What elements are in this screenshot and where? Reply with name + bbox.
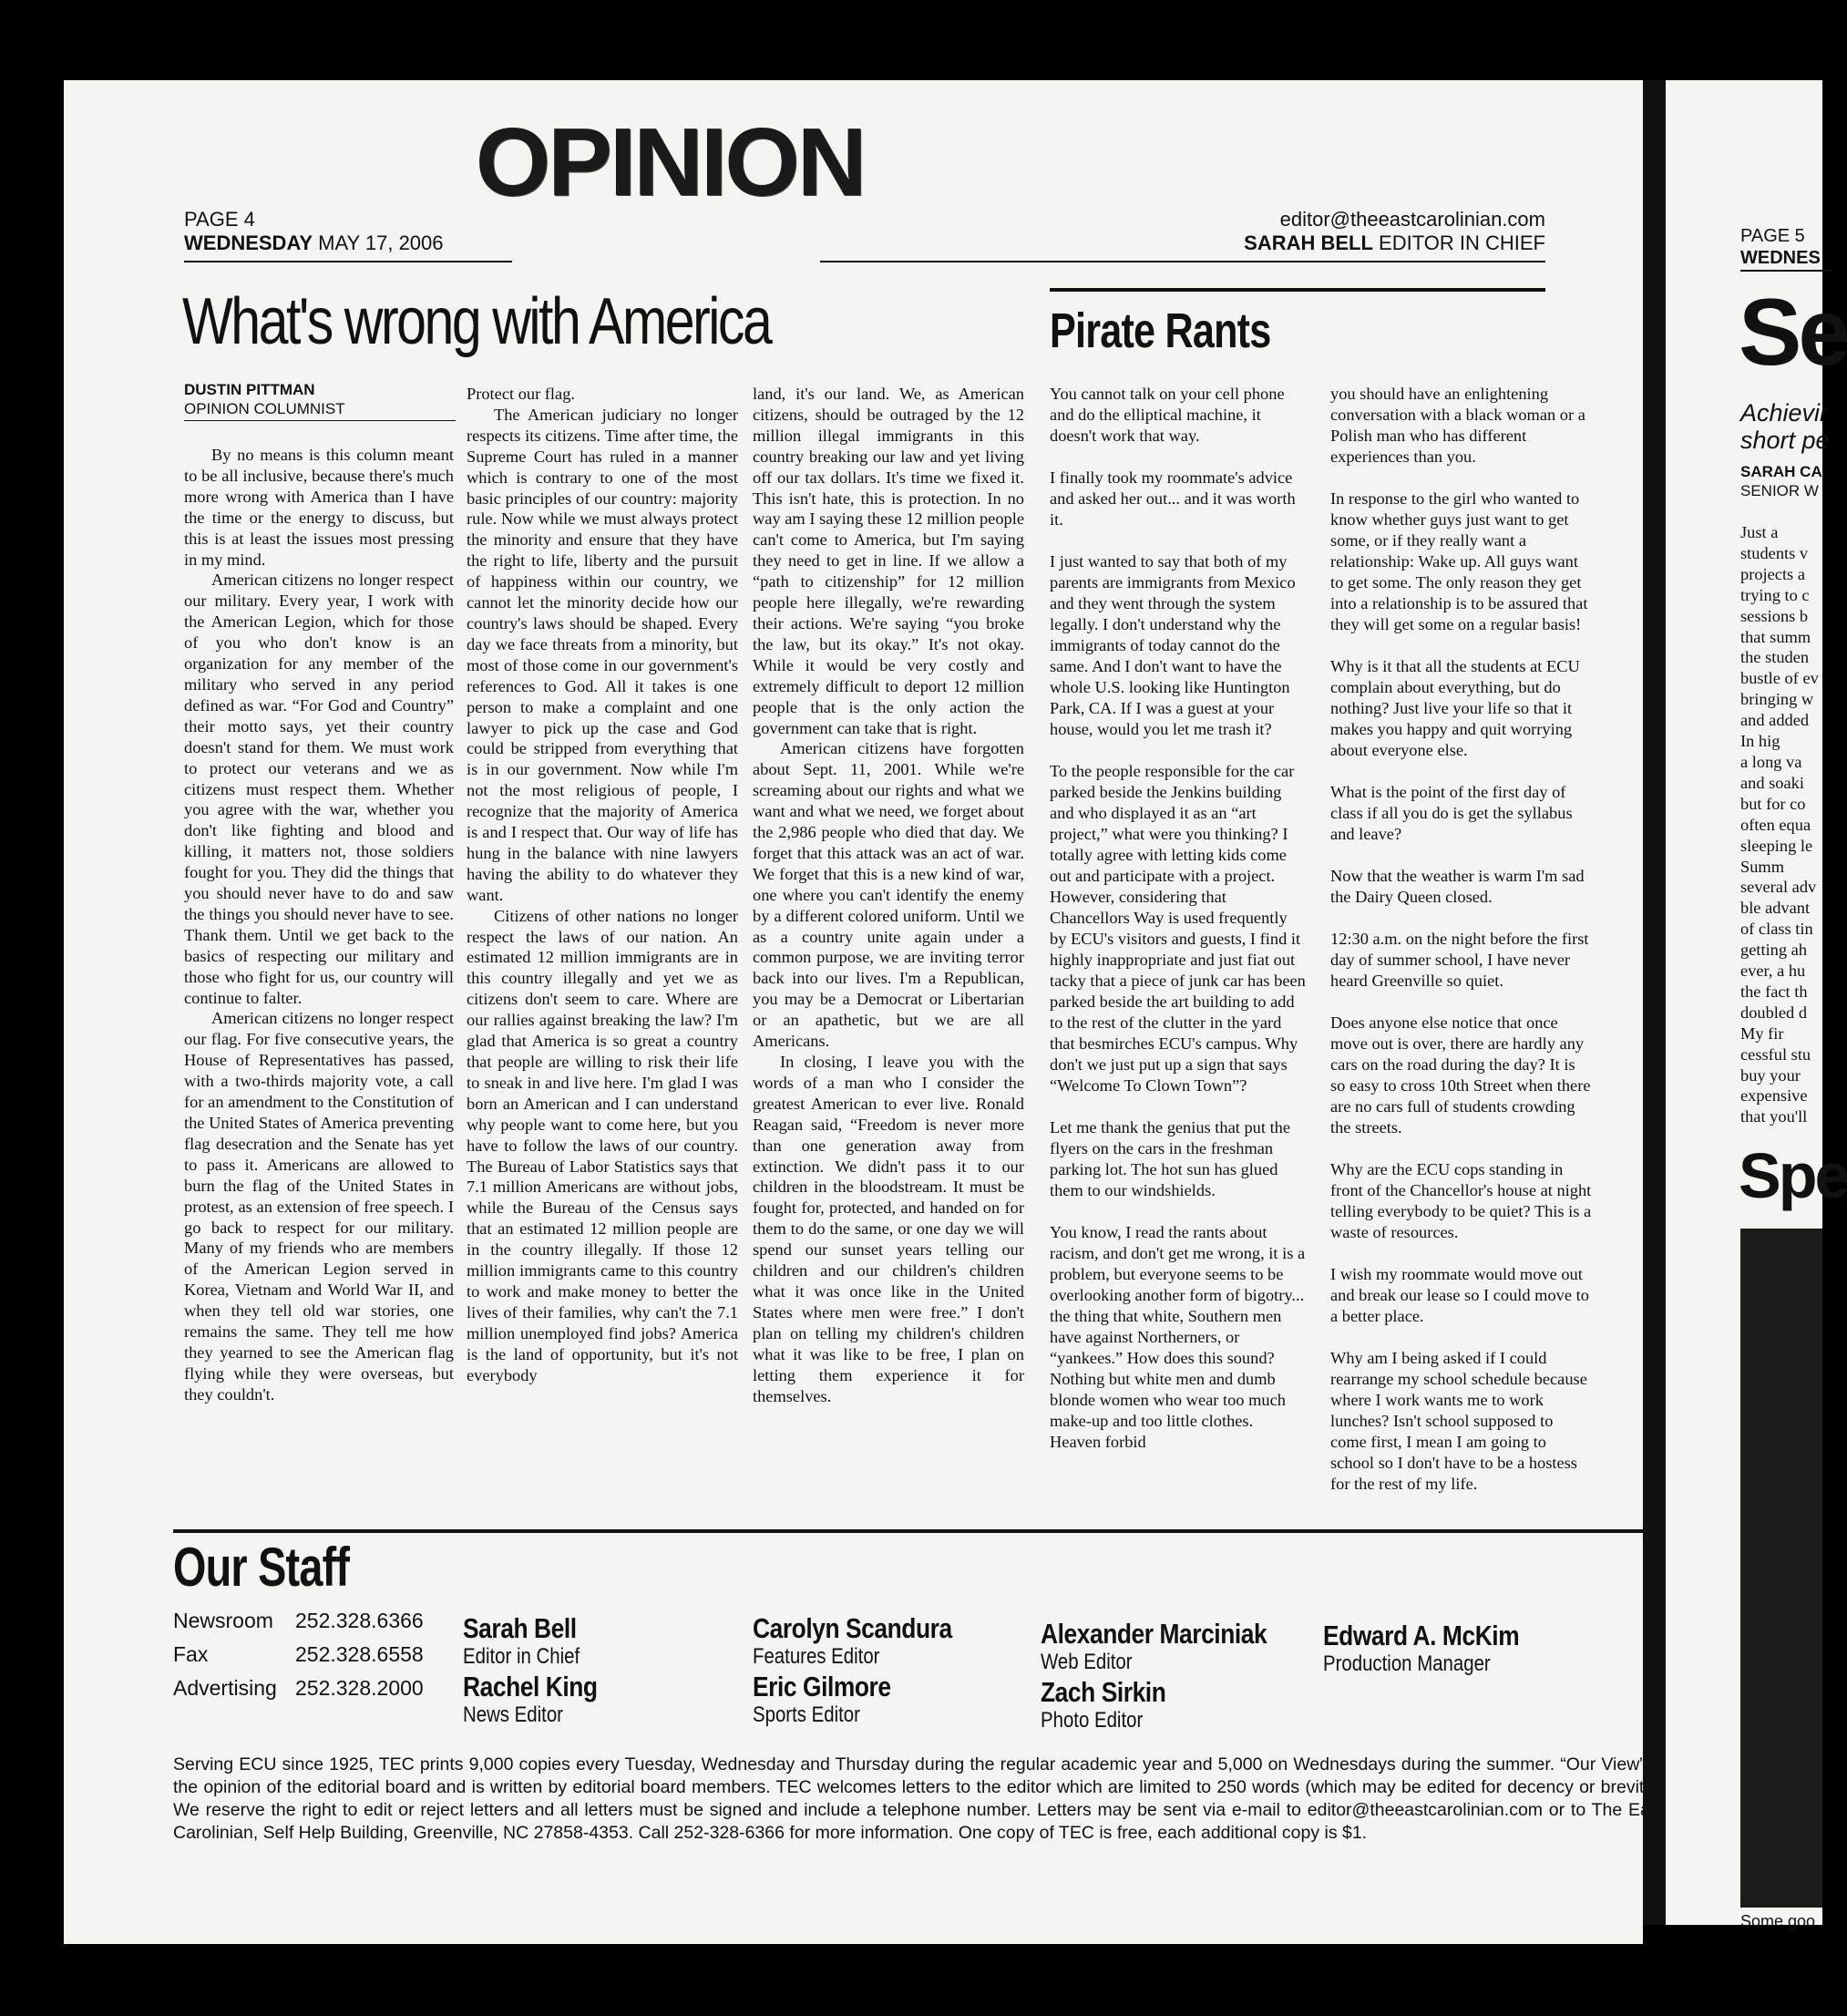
next-page-headline: Se: [1739, 280, 1847, 386]
text-line: students v: [1740, 543, 1809, 562]
text-line: Summ: [1740, 857, 1785, 876]
text-line: several adv: [1740, 878, 1817, 897]
text-line: the studen: [1740, 648, 1810, 667]
deck-line: short pe: [1740, 427, 1830, 454]
next-page-author: SARAH CA: [1740, 463, 1822, 480]
next-page-edge: [1666, 80, 1847, 1930]
paragraph: Let me thank the genius that put the flyers on the cars in the freshman parking lot. The hot sun has glued them to our windshields.: [1050, 1118, 1291, 1199]
staff-name: Zach Sirkin: [1041, 1676, 1166, 1708]
next-page-day: WEDNES: [1740, 248, 1821, 268]
staff-name: Sarah Bell: [463, 1612, 577, 1644]
next-page-number: PAGE 5: [1740, 226, 1805, 246]
staff-member: [753, 1671, 891, 1727]
paragraph: American citizens no longer respect our flag. For five consecutive years, the House of Representatives has passed, with a two-thirds majority vote, a call for an amendment to the Constitution of the United States of America preventing flag desecration and the Senate has yet to pass it. Americans are allowed to burn the flag of the United States in protest, as an extension of free speech. I go back to respect for our military. Many of my friends who are members of the American Legion served in Korea, Vietnam and World War II, and when they tell old war stories, one remains the same. They tell me how they yearned to see the American flag flying while they were overseas, but they couldn't.: [184, 1009, 454, 1404]
article-author: DUSTIN PITTMAN: [184, 381, 315, 398]
editor-credit: [902, 231, 1545, 254]
contact-row-fax: [173, 1638, 424, 1671]
contact-email: editor@theeastcarolinian.com: [1279, 208, 1545, 231]
text-line: doubled d: [1740, 1003, 1808, 1022]
next-page-author-role: SENIOR W: [1740, 482, 1819, 499]
text-line: sleeping le: [1740, 836, 1813, 855]
byline-rule: [184, 420, 456, 421]
contact-label: Fax: [173, 1642, 209, 1666]
text-line: and added: [1740, 711, 1810, 730]
text-line: projects a: [1740, 564, 1805, 583]
contact-label: Advertising: [173, 1676, 277, 1700]
text-line: that you'll: [1740, 1107, 1808, 1126]
text-line: that summ: [1740, 627, 1811, 646]
text-line: bringing w: [1740, 690, 1814, 709]
text-line: ble advant: [1740, 899, 1811, 918]
staff-member: [753, 1613, 952, 1669]
editor-title: EDITOR IN CHIEF: [1379, 231, 1545, 254]
article-author-role: OPINION COLUMNIST: [184, 400, 345, 417]
staff-title: News Editor: [463, 1702, 563, 1727]
rants-heading: Pirate Rants: [1050, 303, 1271, 358]
masthead-rule-left: [184, 261, 512, 262]
paragraph: Why are the ECU cops standing in front of the Chancellor's house at night telling everybody to be quiet? This is a waste of resources.: [1330, 1160, 1592, 1241]
text-line: My fir: [1740, 1023, 1784, 1043]
staff-title: Features Editor: [753, 1644, 880, 1669]
paragraph: Protect our flag.: [467, 385, 575, 403]
contact-phone: 252.328.6558: [295, 1642, 424, 1666]
staff-name: Rachel King: [463, 1671, 598, 1702]
paragraph: Now that the weather is warm I'm sad the Dairy Queen closed.: [1330, 867, 1585, 906]
next-page-caption: Some goo: [1740, 1912, 1816, 1930]
contact-row-advertising: [173, 1671, 424, 1705]
paragraph: Why is it that all the students at ECU complain about everything, but do nothing? Just live your life so that it makes you happy and quit worrying about everyone else.: [1330, 657, 1580, 759]
paragraph: you should have an enlightening conversation with a black woman or a Polish man who has different experiences than you.: [1330, 385, 1585, 466]
text-line: buy your: [1740, 1065, 1801, 1085]
text-line: getting ah: [1740, 941, 1808, 960]
issue-date-text: MAY 17, 2006: [318, 231, 444, 254]
staff-top-rule: [173, 1529, 1664, 1533]
staff-member: [1041, 1619, 1267, 1674]
text-line: but for co: [1740, 794, 1806, 813]
text-line: bustle of ev: [1740, 669, 1819, 688]
staff-name: Edward A. McKim: [1323, 1620, 1520, 1651]
page-gutter: [1643, 80, 1666, 1925]
paragraph: You cannot talk on your cell phone and do the elliptical machine, it doesn't work that way.: [1050, 385, 1285, 445]
next-page-rule: [1740, 270, 1832, 272]
rants-top-rule: [1050, 288, 1545, 292]
editor-name: SARAH BELL: [1244, 231, 1373, 254]
text-line: of class tin: [1740, 920, 1813, 939]
text-line: a long va: [1740, 752, 1802, 771]
paragraph: American citizens no longer respect our military. Every year, I work with the American Legion, which for those of you who don't know is an organization for any member of the military who served in any period defined as war. “For God and Country” their motto says, yet their country doesn't stand for them. We must work to protect our veterans and we as citizens must respect them. Whether you agree with the war, whether you don't like fighting and blood and killing, it matters not, those soldiers fought for you. They did the things that you should never have to do and saw the things you should never have to see. Thank them. Until we get back to the basics of respecting our military and those who fight for us, our country will continue to falter.: [184, 571, 454, 1007]
section-title: OPINION: [475, 108, 865, 216]
text-line: In hig: [1740, 732, 1780, 751]
staff-footer-notice: Serving ECU since 1925, TEC prints 9,000 copies every Tuesday, Wednesday and Thursday during the regular academic year and 5,000 on Wednesdays during the summer. “Our View” is the opinion of the editorial board and is written by editorial board members. TEC welcomes letters to the editor which are limited to 250 words (which may be edited for decency or brevity). We reserve the right to edit or reject letters and all letters must be signed and include a telephone number. Letters may be sent via e-mail to editor@theeastcarolinian.com or to The East Carolinian, Self Help Building, Greenville, NC 27858-4353. Call 252-328-6366 for more information. One copy of TEC is free, each additional copy is $1.: [173, 1754, 1664, 1843]
text-line: trying to c: [1740, 585, 1810, 604]
text-line: the fact th: [1740, 982, 1808, 1001]
staff-title: Production Manager: [1323, 1651, 1491, 1676]
contact-phone: 252.328.2000: [295, 1676, 424, 1700]
contact-row-newsroom: [173, 1604, 424, 1638]
paragraph: Does anyone else notice that once move out is over, there are hardly any cars on the road during the day? It is so easy to cross 10th Street when there are no cars full of students crowding the streets.: [1330, 1013, 1591, 1137]
rants-column-1: [1050, 384, 1307, 1474]
staff-title: Web Editor: [1041, 1650, 1133, 1674]
staff-member: [1323, 1620, 1519, 1676]
paragraph: I just wanted to say that both of my parents are immigrants from Mexico and they went through the system legally. I don't understand why the immigrants of today cannot do the same. And I don't want to have the whole U.S. looking like Huntington Park, CA. If I was a guest at your house, would you let me trash it?: [1050, 552, 1296, 738]
next-page-text: [1740, 522, 1819, 1127]
paragraph: land, it's our land. We, as American citizens, should be outraged by the 12 million illegal immigrants in this country breaking our law and yet living off our tax dollars. It's time we fixed it. This isn't hate, this is protection. In no way am I saying these 12 million people can't come to America, but I'm saying they need to get in line. If we allow a “path to citizenship” for 12 million people here illegally, we're rewarding their actions. We're saying “you broke the law, but its okay.” It's not okay. While it would be very costly and extremely difficult to deport 12 million people that is the only action the government can take that is right.: [753, 385, 1024, 737]
next-page-headline-2: Spe: [1739, 1140, 1847, 1211]
next-page-deck: [1740, 399, 1830, 454]
issue-date: [184, 231, 444, 254]
text-line: often equa: [1740, 815, 1811, 834]
contact-list: [173, 1604, 424, 1705]
staff-member: [1041, 1677, 1165, 1733]
staff-member: [463, 1613, 580, 1669]
staff-title: Photo Editor: [1041, 1708, 1144, 1733]
staff-name: Carolyn Scandura: [753, 1612, 952, 1644]
paragraph: What is the point of the first day of class if all you do is get the syllabus and leave?: [1330, 783, 1573, 843]
article-column-1: [184, 445, 454, 1405]
staff-heading: Our Staff: [173, 1537, 350, 1598]
text-line: sessions b: [1740, 606, 1809, 625]
text-line: Just a: [1740, 523, 1779, 541]
text-line: ever, a hu: [1740, 962, 1806, 981]
paragraph: By no means is this column meant to be all inclusive, because there's much more wrong with America than I have the time or the energy to discuss, but this is at least the issues most pressing in my mind.: [184, 446, 454, 569]
paragraph: Why am I being asked if I could rearrange my school schedule because where I work wants me to work lunches? Isn't school supposed to come first, I mean I am going to school so I don't have to be a hostess for the rest of my life.: [1330, 1349, 1587, 1493]
paragraph: In closing, I leave you with the words of a man who I consider the greatest American to ever live. Ronald Reagan said, “Freedom is never more than one generation away from extinction. We didn't pass it to our children in the bloodstream. It must be fought for, protected, and handed on for them to do the same, or one day we will spend our sunset years telling our children and our children's children what it was once like in the United States where men were free.” I don't plan on telling my children's children what it was like to be free, I plan on letting them experience it for themselves.: [753, 1053, 1024, 1405]
paragraph: In response to the girl who wanted to know whether guys just want to get some, or if they really want a relationship: Wake up. All guys want to get some. The only reason they get into a relationship is to be assured that they will get some on a regular basis!: [1330, 489, 1588, 633]
staff-title: Sports Editor: [753, 1702, 860, 1727]
text-line: expensive: [1740, 1086, 1808, 1106]
text-line: and soaki: [1740, 773, 1804, 792]
masthead-rule-right: [820, 261, 1545, 262]
rants-column-2: [1330, 384, 1593, 1516]
staff-title: Editor in Chief: [463, 1644, 580, 1669]
staff-name: Eric Gilmore: [753, 1671, 891, 1702]
article-headline: What's wrong with America: [182, 285, 771, 358]
deck-line: Achievir: [1740, 399, 1829, 427]
paragraph: To the people responsible for the car parked beside the Jenkins building and who displayed it as an “art project,” what were you thinking? I totally agree with letting kids come out and participate with a project. However, considering that Chancellors Way is used frequently by ECU's visitors and guests, I find it highly inappropriate and just fiat out tacky that a piece of junk car has been parked beside the art building to add to the rest of the clutter in the yard that besmirches ECU's campus. Why don't we just put up a sign that says “Welcome To Clown Town”?: [1050, 762, 1306, 1095]
paragraph: You know, I read the rants about racism, and don't get me wrong, it is a problem, but everyone seems to be overlooking another form of bigotry... the thing that white, Southern men have against Northerners, or “yankees.” How does this sound? Nothing but white men and dumb blonde women who wear too much make-up and too little clothes. Heaven forbid: [1050, 1223, 1306, 1451]
paragraph: American citizens have forgotten about Sept. 11, 2001. While we're screaming about our rights and what we want and what we need, we forget about the 2,986 people who died that day. We forget that this attack was an act of war. We forget that this is a new kind of war, one where you can't identify the enemy by a different colored uniform. Until we as a country unite again under a common purpose, we are inviting terror back into our lives. I'm a Republican, you may be a Democrat or Libertarian or an apathetic, but we are all Americans.: [753, 739, 1024, 1051]
newspaper-page: [64, 80, 1664, 1944]
article-column-3: [753, 384, 1024, 1406]
issue-day: WEDNESDAY: [184, 231, 313, 254]
article-column-2: [467, 384, 738, 1386]
page-number: PAGE 4: [184, 208, 255, 231]
staff-member: [463, 1671, 598, 1727]
paragraph: The American judiciary no longer respects its citizens. Time after time, the Supreme Court has ruled in a manner which is contrary to one of the most basic principles of our country: majority rule. Now while we must always protect the minority and ensure that they have the right to life, liberty and the pursuit of happiness within our country, we cannot let the minority decide how our country's laws should be shaped. Every day we face threats from a minority, but most of those come in our government's references to God. All it takes is one person to make a complaint and one lawyer to pick up the case and God could be stripped from everything that is in our government. Now while I'm not the most religious of people, I recognize that the majority of America is and I respect that. Our way of life has hung in the balance with nine lawyers having the ability to do whatever they want.: [467, 405, 738, 904]
staff-name: Alexander Marciniak: [1041, 1618, 1267, 1650]
paragraph: Citizens of other nations no longer respect the laws of our nation. An estimated 12 million immigrants are in this country illegally and yet we as citizens don't seem to care. Where are our rallies against breaking the law? I'm glad that America is so great a country that people are willing to risk their life to sneak in and live here. I'm glad I was born an American and I can understand why people want to come here, but you have to follow the laws of our country. The Bureau of Labor Statistics says that 7.1 million Americans are without jobs, while the Bureau of the Census says that an estimated 12 million people are in the country illegally. If those 12 million immigrants came to this country to work and make money to better the lives of their families, why can't the 7.1 million unemployed find jobs? America is the land of opportunity, but it's not everybody: [467, 906, 738, 1384]
paragraph: I finally took my roommate's advice and asked her out... and it was worth it.: [1050, 468, 1296, 529]
contact-phone: 252.328.6366: [295, 1609, 424, 1632]
next-page-photo: [1740, 1229, 1822, 1908]
contact-label: Newsroom: [173, 1609, 273, 1632]
text-line: cessful stu: [1740, 1044, 1811, 1064]
paragraph: 12:30 a.m. on the night before the first day of summer school, I have never heard Greenville so quiet.: [1330, 930, 1589, 990]
paragraph: I wish my roommate would move out and break our lease so I could move to a better place.: [1330, 1265, 1589, 1325]
